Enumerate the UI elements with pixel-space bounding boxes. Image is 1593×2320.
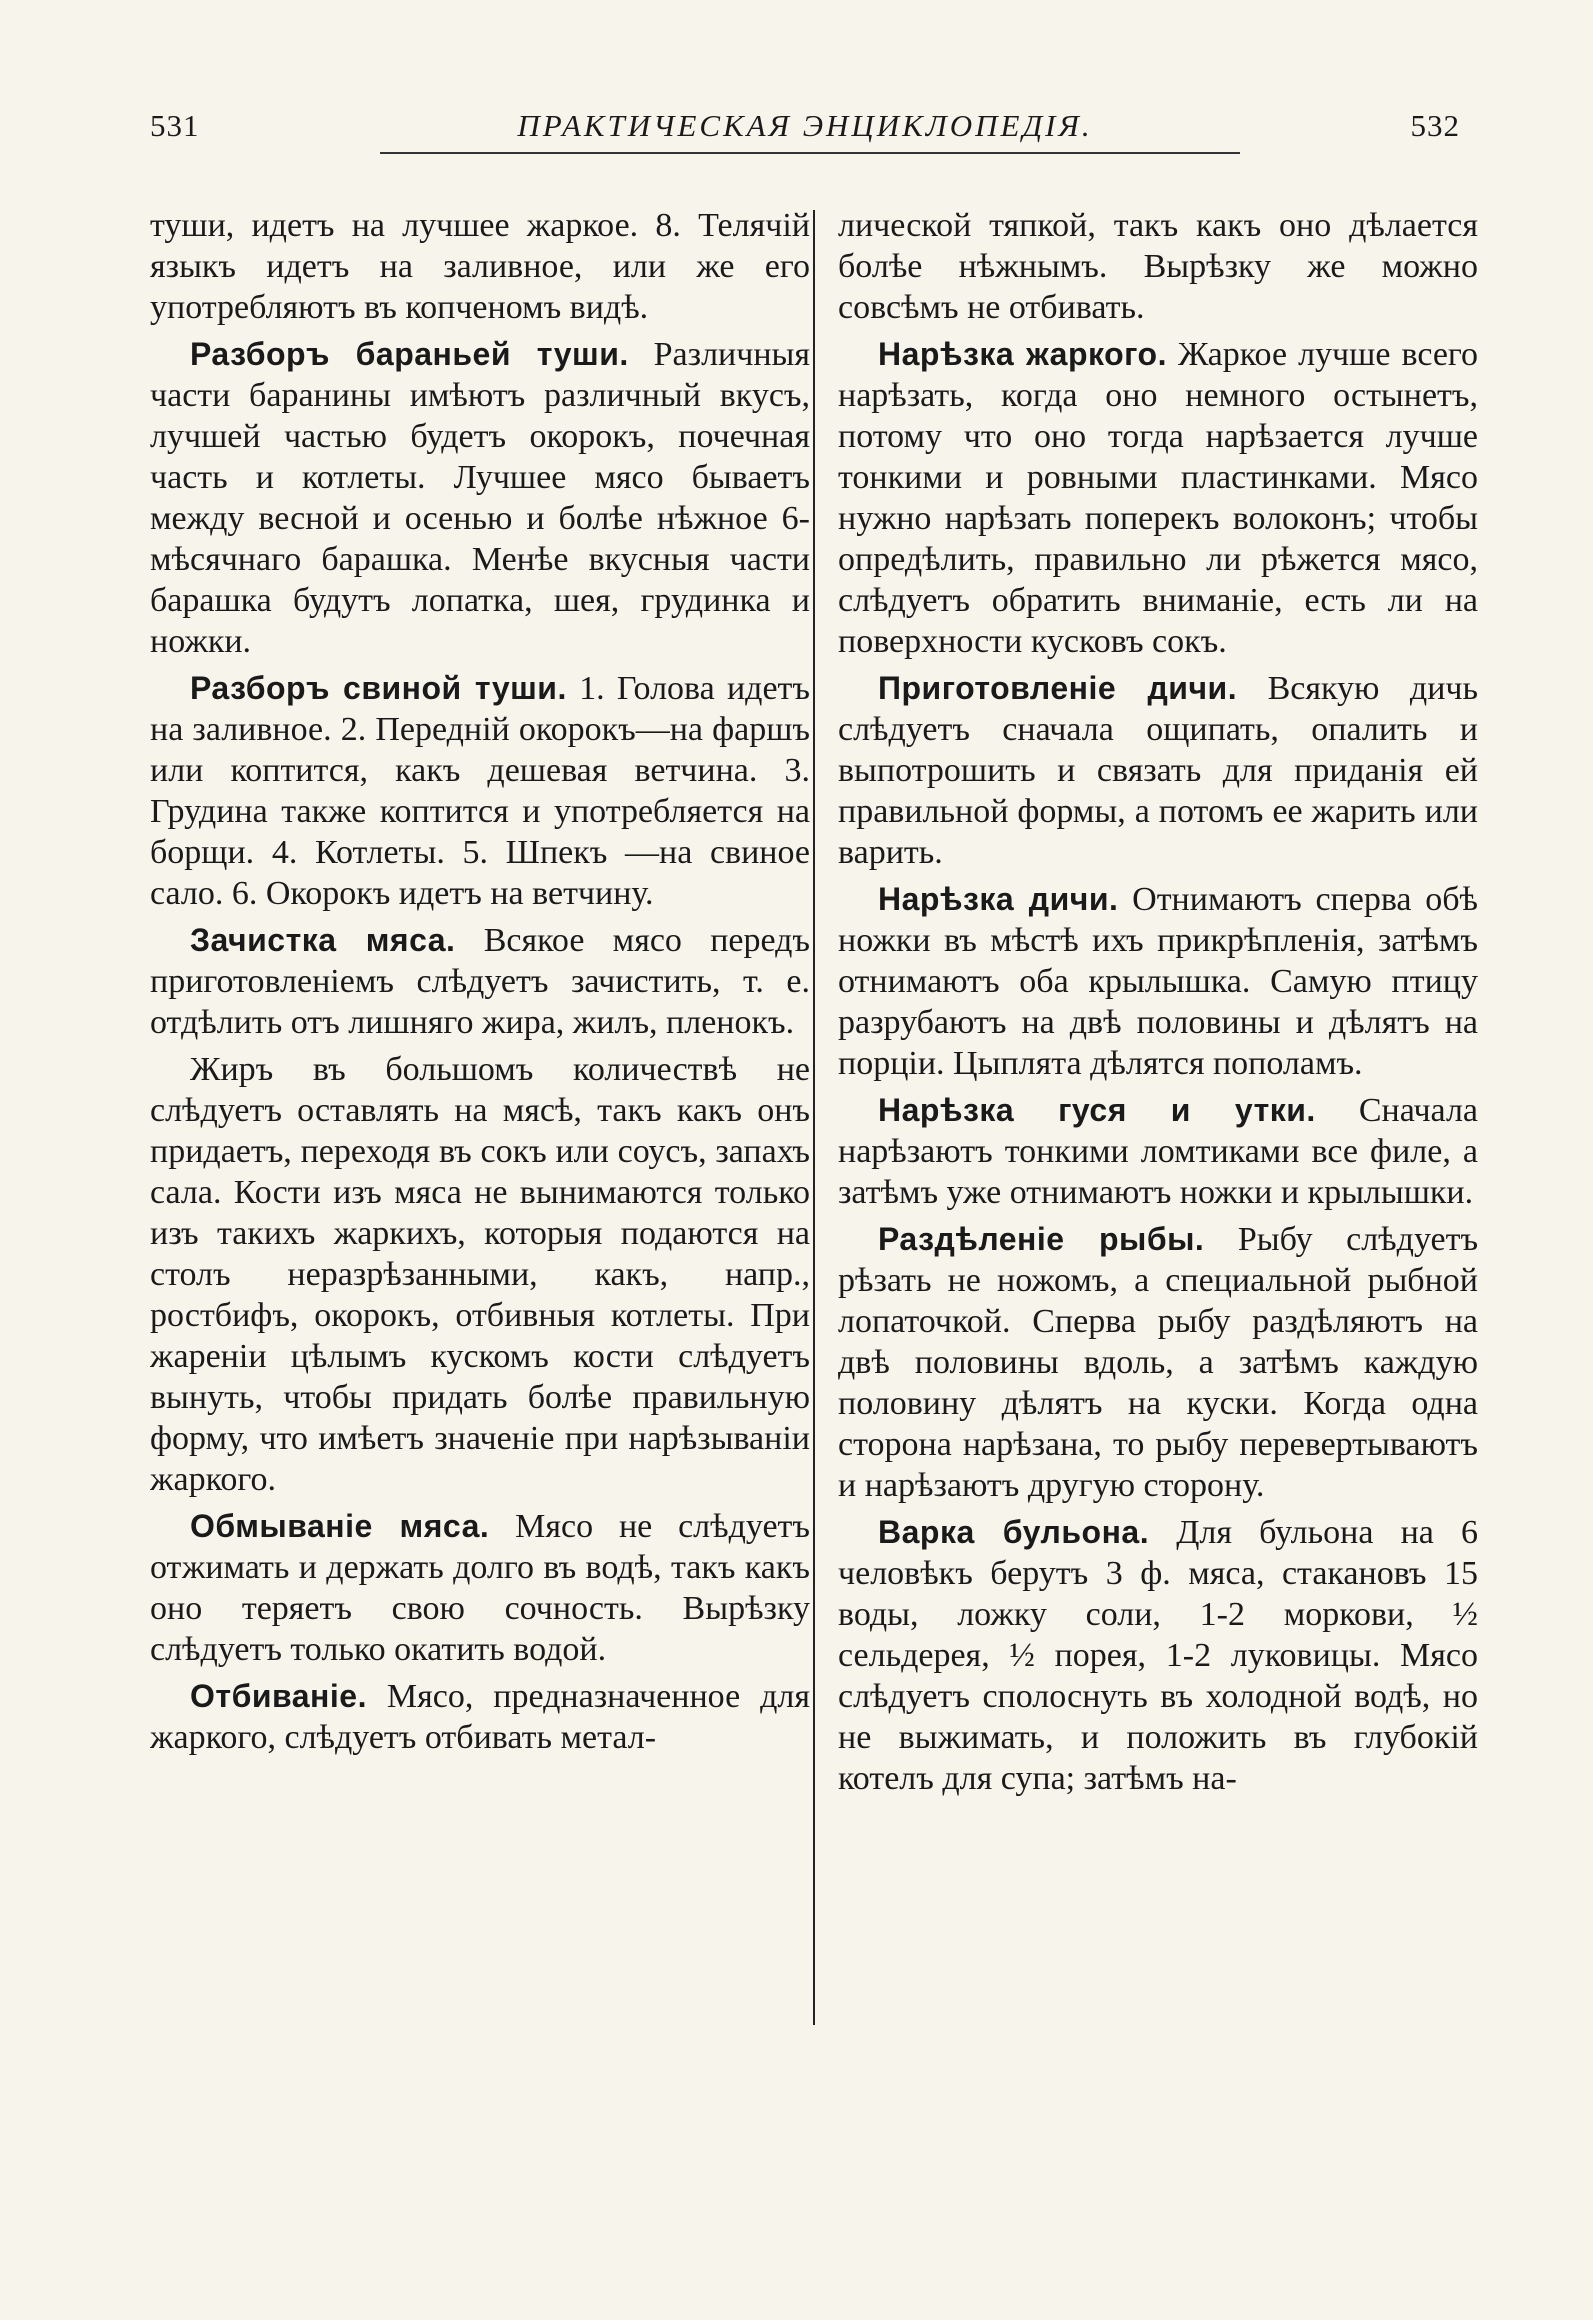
section-heading: Разборъ бараньей туши. [190,336,629,372]
paragraph-text: Сначала нарѣзаютъ тонкими ломтиками все филе, а затѣмъ уже отнимаютъ ножки и крылышки. [838,1092,1478,1211]
paragraph [838,1219,1478,1506]
section-heading: Нарѣзка гуся и утки. [878,1092,1316,1128]
paragraph-text: туши, идетъ на лучшее жаркое. 8. Телячій языкъ идетъ на заливное, или же его употребляютъ въ копченомъ видѣ. [150,207,810,326]
paragraph [838,668,1478,873]
section-heading: Обмываніе мяса. [190,1508,490,1544]
header-rule [380,152,1240,154]
paragraph-text: Мясо не слѣдуетъ отжимать и держать долго въ водѣ, такъ какъ оно теряетъ свою сочность. Вырѣзку слѣдуетъ только окатить водой. [150,1508,810,1668]
paragraph-text: Всякое мясо передъ приготовленіемъ слѣдуетъ зачистить, т. е. отдѣлить отъ лишняго жира, жилъ, пленокъ. [150,922,810,1041]
section-heading: Разборъ свиной туши. [190,670,567,706]
right-column [838,205,1478,2035]
paragraph [150,668,810,914]
left-column [150,205,810,2035]
paragraph-text: Рыбу слѣдуетъ рѣзать не ножомъ, а специальной рыбной лопаточкой. Сперва рыбу раздѣляютъ на двѣ половины вдоль, а затѣмъ каждую половину дѣлятъ на куски. Когда одна сторона нарѣзана, то рыбу перевертываютъ и нарѣзаютъ другую сторону. [838,1221,1478,1504]
paragraph [838,334,1478,662]
paragraph [150,1049,810,1500]
page-number-right: 532 [1410,108,1460,143]
paragraph [150,920,810,1043]
paragraph [150,205,810,328]
section-heading: Зачистка мяса. [190,922,456,958]
paragraph-text: Отнимаютъ сперва обѣ ножки въ мѣстѣ ихъ прикрѣпленія, затѣмъ отнимаютъ оба крылышка. Самую птицу разрубаютъ на двѣ половины и дѣлятъ на порціи. Цыплята дѣлятся пополамъ. [838,881,1478,1082]
paragraph [838,1512,1478,1799]
paragraph [150,1676,810,1758]
column-divider [813,210,815,2025]
paragraph-text: 1. Голова идетъ на заливное. 2. Передній окорокъ—на фаршъ или коптится, какъ дешевая ветчина. 3. Грудина также коптится и употребляется на борщи. 4. Котлеты. 5. Шпекъ —на свиное сало. 6. Окорокъ идетъ на ветчину. [150,670,810,912]
paragraph-text: Для бульона на 6 человѣкъ берутъ 3 ф. мяса, стакановъ 15 воды, ложку соли, 1-2 моркови, ½ сельдерея, ½ порея, 1-2 луковицы. Мясо слѣдуетъ сполоснуть въ холодной водѣ, но не выжимать, и положить въ глубокій котелъ для супа; затѣмъ на- [838,1514,1478,1797]
page-number-left: 531 [150,108,200,143]
paragraph-text: Жаркое лучше всего нарѣзать, когда оно немного остынетъ, потому что оно тогда нарѣзается лучше тонкими и ровными пластинками. Мясо нужно нарѣзать поперекъ волоконъ; чтобы опредѣлить, правильно ли рѣжется мясо, слѣдуетъ обратить вниманіе, есть ли на поверхности кусковъ сокъ. [838,336,1478,660]
paragraph-text: лической тяпкой, такъ какъ оно дѣлается болѣе нѣжнымъ. Вырѣзку же можно совсѣмъ не отбивать. [838,207,1478,326]
paragraph [150,334,810,662]
running-title: ПРАКТИЧЕСКАЯ ЭНЦИКЛОПЕДІЯ. [517,108,1093,143]
paragraph-text: Мясо, предназначенное для жаркого, слѣдуетъ отбивать метал- [150,1678,810,1756]
paragraph [838,205,1478,328]
paragraph [150,1506,810,1670]
section-heading: Нарѣзка жаркого. [878,336,1167,372]
paragraph [838,1090,1478,1213]
paragraph [838,879,1478,1084]
paragraph-text: Жиръ въ большомъ количествѣ не слѣдуетъ оставлять на мясѣ, такъ какъ онъ придаетъ, переходя въ сокъ или соусъ, запахъ сала. Кости изъ мяса не вынимаются только изъ такихъ жаркихъ, которыя подаются на столъ неразрѣзанными, какъ, напр., ростбифъ, окорокъ, отбивныя котлеты. При жареніи цѣлымъ кускомъ кости слѣдуетъ вынуть, чтобы придать болѣе правильную форму, что имѣетъ значеніе при нарѣзываніи жаркого. [150,1051,810,1498]
section-heading: Приготовленіе дичи. [878,670,1238,706]
section-heading: Отбиваніе. [190,1678,367,1714]
section-heading: Варка бульона. [878,1514,1150,1550]
section-heading: Нарѣзка дичи. [878,881,1119,917]
section-heading: Раздѣленіе рыбы. [878,1221,1205,1257]
paragraph-text: Всякую дичь слѣдуетъ сначала ощипать, опалить и выпотрошить и связать для приданія ей правильной формы, а потомъ ее жарить или варить. [838,670,1478,871]
paragraph-text: Различныя части баранины имѣютъ различный вкусъ, лучшей частью будетъ окорокъ, почечная часть и котлеты. Лучшее мясо бываетъ между весной и осенью и болѣе нѣжное 6-мѣсячнаго барашка. Менѣе вкусныя части барашка будутъ лопатка, шея, грудинка и ножки. [150,336,810,660]
